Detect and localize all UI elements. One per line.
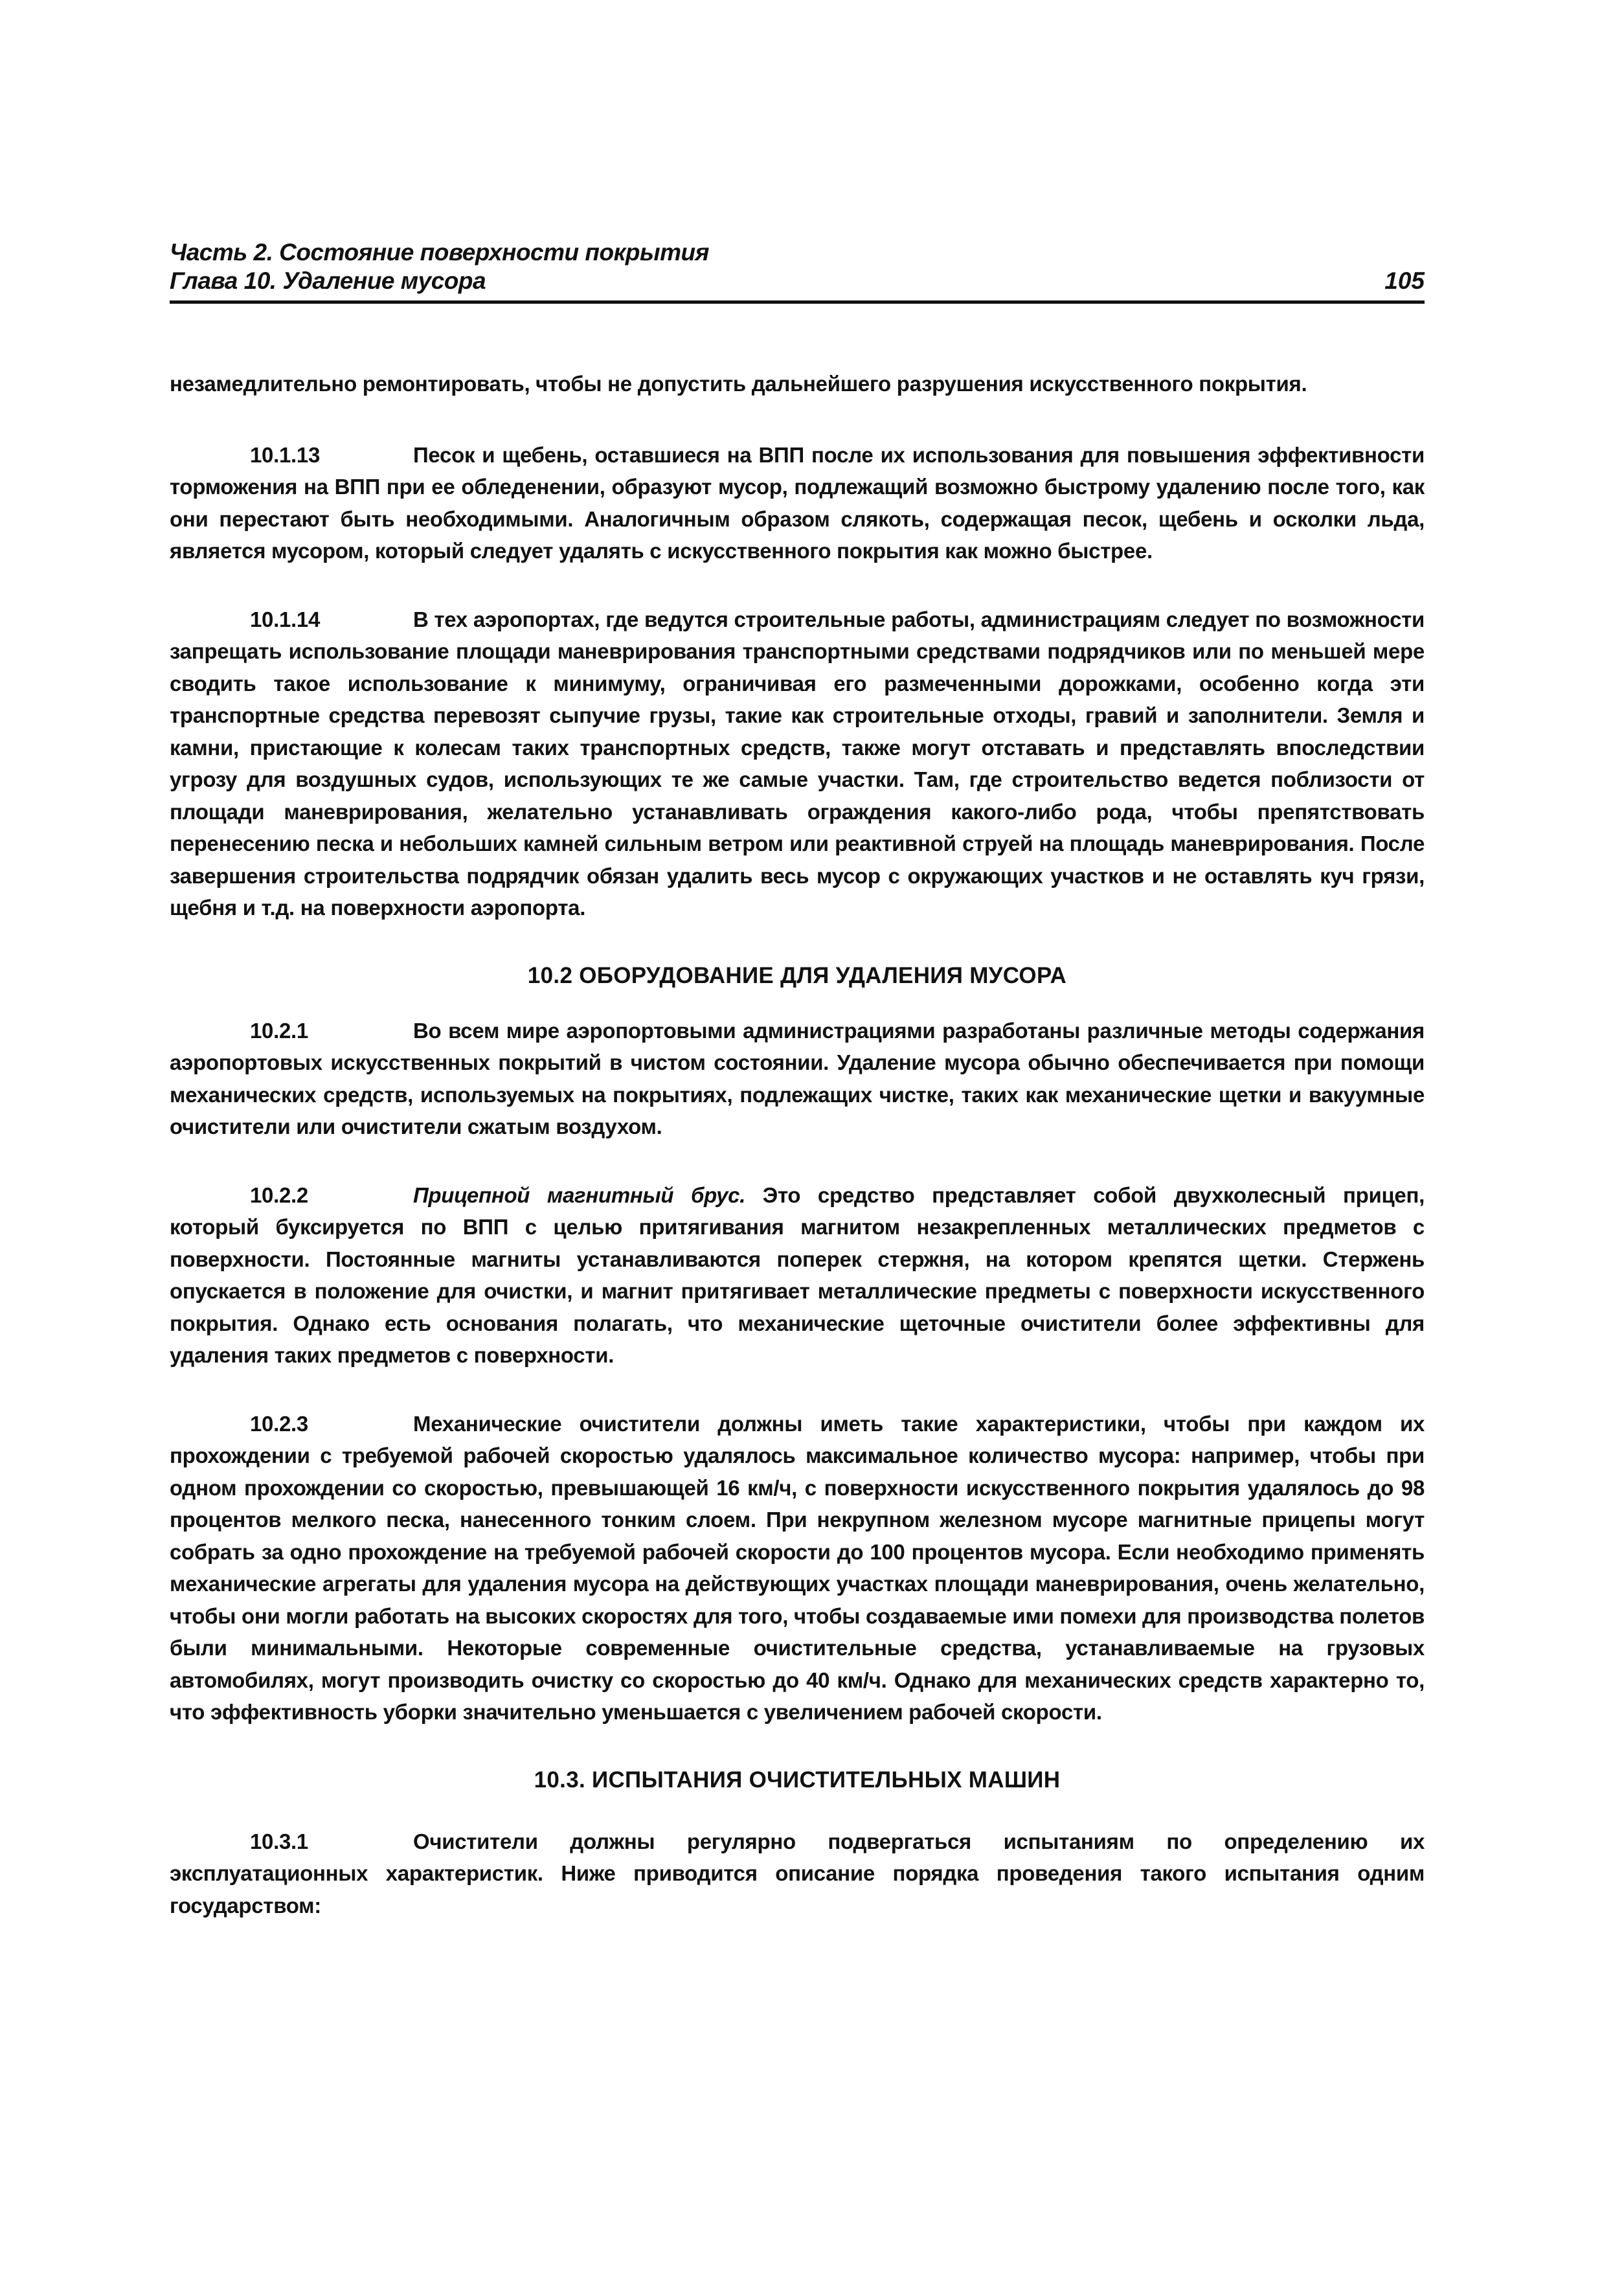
paragraph-text: Очистители должны регулярно подвергаться испытаниям по определению их эксплуатационных характеристик. Ниже приводится описание порядка проведения такого испытания одним государством:	[170, 1829, 1425, 1918]
paragraph-number: 10.3.1	[250, 1829, 308, 1853]
paragraph-number: 10.1.13	[250, 442, 321, 467]
header-chapter-line: Глава 10. Удаление мусора	[170, 267, 486, 294]
page-number: 105	[1384, 267, 1425, 294]
document-body	[170, 368, 1425, 1958]
paragraph-10-2-3	[170, 1408, 1425, 1728]
paragraph-number: 10.2.2	[250, 1183, 308, 1207]
paragraph-10-1-14	[170, 604, 1425, 924]
paragraph-10-2-1	[170, 1015, 1425, 1143]
paragraph-text: Это средство представляет собой двухколесный прицеп, который буксируется по ВПП с целью притягивания магнитом незакрепленных металлических предметов с поверхности. Постоянные магниты устанавливаются поперек стержня, на котором крепятся щетки. Стержень опускается в положение для очистки, и магнит притягивает металлические предметы с поверхности искусственного покрытия. Однако есть основания полагать, что механические щеточные очистители более эффективны для удаления таких предметов с поверхности.	[170, 1183, 1425, 1367]
paragraph-continuation	[170, 368, 1425, 400]
paragraph-10-2-2	[170, 1179, 1425, 1372]
paragraph-number: 10.1.14	[250, 607, 321, 631]
paragraph-text: В тех аэропортах, где ведутся строительные работы, администрациям следует по возможности запрещать использование площади маневрирования транспортными средствами подрядчиков или по меньшей мере сводить такое использование к минимуму, ограничивая его размеченными дорожками, особенно когда эти транспортные средства перевозят сыпучие грузы, такие как строительные отходы, гравий и заполнители. Земля и камни, пристающие к колесам таких транспортных средств, также могут отставать и представлять впоследствии угрозу для воздушных судов, использующих те же самые участки. Там, где строительство ведется поблизости от площади маневрирования, желательно устанавливать ограждения какого-либо рода, чтобы препятствовать перенесению песка и небольших камней сильным ветром или реактивной струей на площадь маневрирования. После завершения строительства подрядчик обязан удалить весь мусор с окружающих участков и не оставлять куч грязи, щебня и т.д. на поверхности аэропорта.	[170, 607, 1425, 920]
paragraph-text: Во всем мире аэропортовыми администрациями разработаны различные методы содержания аэропортовых искусственных покрытий в чистом состоянии. Удаление мусора обычно обеспечивается при помощи механических средств, используемых на покрытиях, подлежащих чистке, таких как механические щетки и вакуумные очистители или очистители сжатым воздухом.	[170, 1018, 1425, 1138]
paragraph-10-1-13	[170, 439, 1425, 567]
page-header	[170, 238, 1425, 304]
paragraph-italic-lead: Прицепной магнитный брус.	[413, 1183, 746, 1207]
section-title-10-2: 10.2 ОБОРУДОВАНИЕ ДЛЯ УДАЛЕНИЯ МУСОРА	[527, 962, 1067, 988]
header-chapter-row	[170, 267, 1425, 295]
paragraph-10-3-1	[170, 1826, 1425, 1922]
paragraph-number: 10.2.1	[250, 1018, 308, 1043]
paragraph-text: незамедлительно ремонтировать, чтобы не допустить дальнейшего разрушения искусственного покрытия.	[170, 372, 1307, 396]
paragraph-number: 10.2.3	[250, 1411, 308, 1436]
paragraph-text: Песок и щебень, оставшиеся на ВПП после их использования для повышения эффективности торможения на ВПП при ее обледенении, образуют мусор, подлежащий возможно быстрому удалению после того, как они перестают быть необходимыми. Аналогичным образом слякоть, содержащая песок, щебень и осколки льда, является мусором, который следует удалять с искусственного покрытия как можно быстрее.	[170, 442, 1425, 563]
paragraph-text: Механические очистители должны иметь такие характеристики, чтобы при каждом их прохождении с требуемой рабочей скоростью удалялось максимальное количество мусора: например, чтобы при одном прохождении со скоростью, превышающей 16 км/ч, с поверхности искусственного покрытия удалялось до 98 процентов мелкого песка, нанесенного тонким слоем. При некрупном железном мусоре магнитные прицепы могут собрать за одно прохождение на требуемой рабочей скорости до 100 процентов мусора. Если необходимо применять механические агрегаты для удаления мусора на действующих участках площади маневрирования, очень желательно, чтобы они могли работать на высоких скоростях для того, чтобы создаваемые ими помехи для производства полетов были минимальными. Некоторые современные очистительные средства, устанавливаемые на грузовых автомобилях, могут производить очистку со скоростью до 40 км/ч. Однако для механических средств характерно то, что эффективность уборки значительно уменьшается с увеличением рабочей скорости.	[170, 1411, 1425, 1724]
header-part-line: Часть 2. Состояние поверхности покрытия	[170, 239, 709, 266]
section-title-10-3: 10.3. ИСПЫТАНИЯ ОЧИСТИТЕЛЬНЫХ МАШИН	[534, 1767, 1061, 1793]
